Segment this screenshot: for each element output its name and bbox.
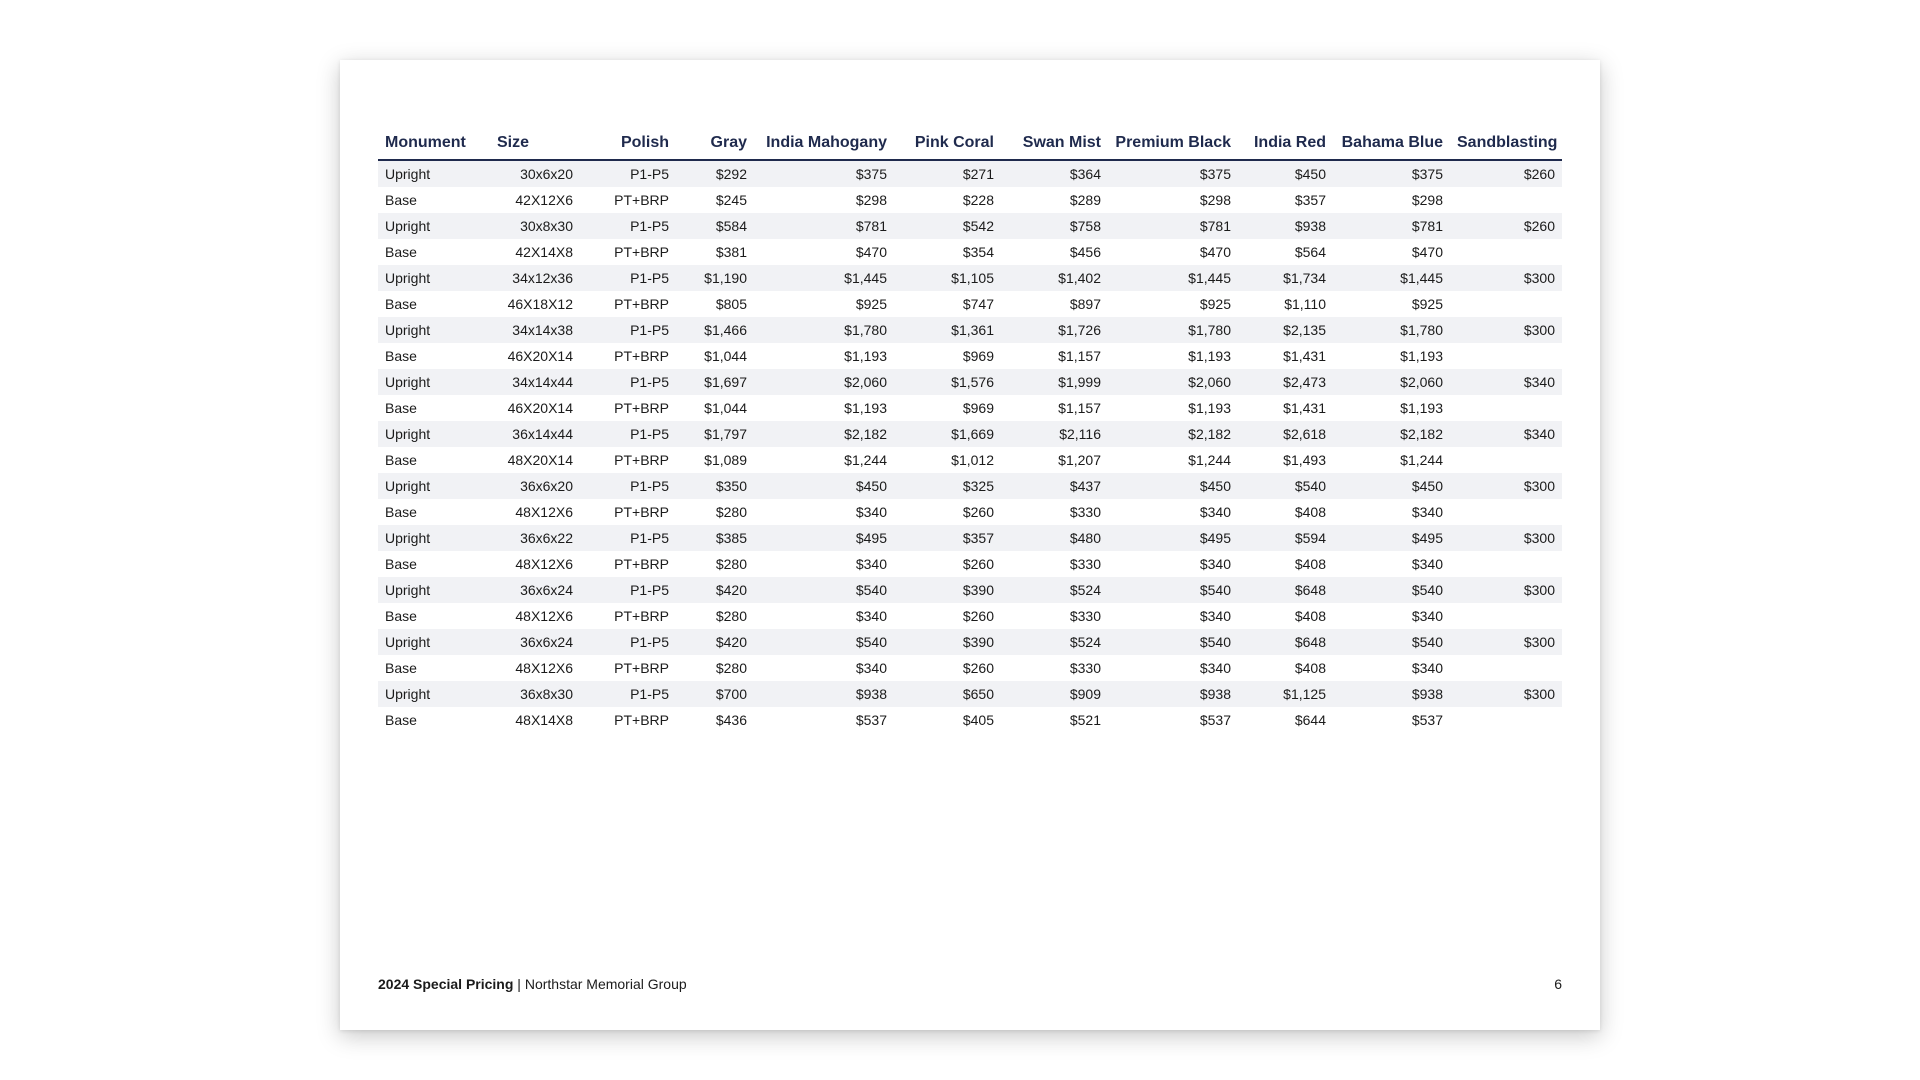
cell-india-mahogany: $340 — [754, 603, 894, 629]
cell-india-red: $408 — [1238, 655, 1333, 681]
cell-size: 36x6x24 — [490, 577, 580, 603]
cell-polish: P1-P5 — [580, 317, 676, 343]
cell-size: 36x14x44 — [490, 421, 580, 447]
cell-swan-mist: $1,999 — [1001, 369, 1108, 395]
cell-gray: $1,044 — [676, 395, 754, 421]
cell-india-mahogany: $375 — [754, 160, 894, 187]
cell-pink-coral: $260 — [894, 551, 1001, 577]
cell-bahama-blue: $340 — [1333, 603, 1450, 629]
cell-india-mahogany: $781 — [754, 213, 894, 239]
cell-bahama-blue: $925 — [1333, 291, 1450, 317]
cell-sandblasting: $300 — [1450, 265, 1562, 291]
cell-swan-mist: $2,116 — [1001, 421, 1108, 447]
cell-premium-black: $781 — [1108, 213, 1238, 239]
cell-monument: Upright — [378, 681, 490, 707]
cell-sandblasting: $300 — [1450, 473, 1562, 499]
cell-bahama-blue: $470 — [1333, 239, 1450, 265]
cell-premium-black: $340 — [1108, 603, 1238, 629]
cell-india-red: $2,473 — [1238, 369, 1333, 395]
cell-india-red: $450 — [1238, 160, 1333, 187]
table-row — [378, 525, 1562, 551]
cell-bahama-blue: $2,060 — [1333, 369, 1450, 395]
footer-company: Northstar Memorial Group — [524, 976, 687, 992]
cell-pink-coral: $542 — [894, 213, 1001, 239]
table-row — [378, 551, 1562, 577]
cell-size: 36x8x30 — [490, 681, 580, 707]
cell-swan-mist: $1,157 — [1001, 343, 1108, 369]
cell-size: 34x14x44 — [490, 369, 580, 395]
cell-india-red: $938 — [1238, 213, 1333, 239]
cell-sandblasting — [1450, 707, 1562, 733]
cell-pink-coral: $260 — [894, 603, 1001, 629]
cell-bahama-blue: $340 — [1333, 499, 1450, 525]
table-row — [378, 160, 1562, 187]
cell-monument: Base — [378, 291, 490, 317]
cell-swan-mist: $1,726 — [1001, 317, 1108, 343]
cell-monument: Base — [378, 343, 490, 369]
cell-bahama-blue: $2,182 — [1333, 421, 1450, 447]
cell-swan-mist: $1,157 — [1001, 395, 1108, 421]
table-body — [378, 160, 1562, 733]
column-header-sandblasting: Sandblasting — [1450, 126, 1562, 160]
cell-size: 36x6x20 — [490, 473, 580, 499]
column-header-gray: Gray — [676, 126, 754, 160]
cell-pink-coral: $357 — [894, 525, 1001, 551]
table-header-row — [378, 126, 1562, 160]
cell-india-mahogany: $340 — [754, 655, 894, 681]
cell-polish: PT+BRP — [580, 343, 676, 369]
cell-monument: Base — [378, 187, 490, 213]
cell-swan-mist: $521 — [1001, 707, 1108, 733]
cell-swan-mist: $456 — [1001, 239, 1108, 265]
cell-sandblasting — [1450, 395, 1562, 421]
cell-bahama-blue: $781 — [1333, 213, 1450, 239]
cell-monument: Base — [378, 551, 490, 577]
cell-pink-coral: $747 — [894, 291, 1001, 317]
cell-india-red: $594 — [1238, 525, 1333, 551]
pricing-table — [378, 126, 1562, 733]
column-header-pink-coral: Pink Coral — [894, 126, 1001, 160]
cell-gray: $1,466 — [676, 317, 754, 343]
cell-bahama-blue: $340 — [1333, 655, 1450, 681]
cell-size: 46X18X12 — [490, 291, 580, 317]
cell-size: 42X14X8 — [490, 239, 580, 265]
column-header-monument: Monument — [378, 126, 490, 160]
cell-pink-coral: $1,361 — [894, 317, 1001, 343]
cell-gray: $292 — [676, 160, 754, 187]
cell-size: 34x14x38 — [490, 317, 580, 343]
cell-size: 48X12X6 — [490, 499, 580, 525]
cell-gray: $420 — [676, 577, 754, 603]
table-row — [378, 629, 1562, 655]
cell-size: 34x12x36 — [490, 265, 580, 291]
cell-premium-black: $1,244 — [1108, 447, 1238, 473]
page-number: 6 — [1554, 976, 1562, 992]
cell-bahama-blue: $495 — [1333, 525, 1450, 551]
cell-monument: Upright — [378, 629, 490, 655]
footer-title: 2024 Special Pricing — [378, 976, 514, 992]
cell-gray: $1,190 — [676, 265, 754, 291]
cell-pink-coral: $390 — [894, 629, 1001, 655]
cell-pink-coral: $1,576 — [894, 369, 1001, 395]
column-header-polish: Polish — [580, 126, 676, 160]
cell-gray: $280 — [676, 499, 754, 525]
cell-india-mahogany: $1,780 — [754, 317, 894, 343]
cell-india-red: $1,734 — [1238, 265, 1333, 291]
cell-premium-black: $1,780 — [1108, 317, 1238, 343]
cell-monument: Upright — [378, 525, 490, 551]
cell-india-red: $540 — [1238, 473, 1333, 499]
cell-swan-mist: $897 — [1001, 291, 1108, 317]
cell-premium-black: $2,060 — [1108, 369, 1238, 395]
cell-premium-black: $1,193 — [1108, 343, 1238, 369]
cell-pink-coral: $354 — [894, 239, 1001, 265]
table-row — [378, 395, 1562, 421]
table-row — [378, 577, 1562, 603]
cell-india-mahogany: $450 — [754, 473, 894, 499]
table-row — [378, 213, 1562, 239]
cell-swan-mist: $1,207 — [1001, 447, 1108, 473]
cell-premium-black: $2,182 — [1108, 421, 1238, 447]
cell-gray: $1,089 — [676, 447, 754, 473]
table-row — [378, 239, 1562, 265]
cell-india-mahogany: $340 — [754, 499, 894, 525]
cell-size: 48X20X14 — [490, 447, 580, 473]
cell-sandblasting — [1450, 603, 1562, 629]
cell-gray: $350 — [676, 473, 754, 499]
cell-gray: $280 — [676, 603, 754, 629]
footer-separator: | — [513, 976, 525, 992]
cell-polish: PT+BRP — [580, 447, 676, 473]
cell-sandblasting: $260 — [1450, 213, 1562, 239]
cell-polish: PT+BRP — [580, 395, 676, 421]
cell-size: 30x6x20 — [490, 160, 580, 187]
cell-gray: $1,697 — [676, 369, 754, 395]
cell-gray: $700 — [676, 681, 754, 707]
cell-polish: PT+BRP — [580, 291, 676, 317]
cell-gray: $385 — [676, 525, 754, 551]
cell-india-mahogany: $2,060 — [754, 369, 894, 395]
cell-pink-coral: $650 — [894, 681, 1001, 707]
cell-gray: $1,044 — [676, 343, 754, 369]
table-row — [378, 447, 1562, 473]
page-footer — [378, 976, 687, 992]
cell-india-mahogany: $1,244 — [754, 447, 894, 473]
document-page — [340, 60, 1600, 1030]
cell-monument: Upright — [378, 421, 490, 447]
cell-pink-coral: $1,105 — [894, 265, 1001, 291]
table-row — [378, 317, 1562, 343]
cell-bahama-blue: $537 — [1333, 707, 1450, 733]
cell-swan-mist: $758 — [1001, 213, 1108, 239]
cell-monument: Base — [378, 447, 490, 473]
cell-monument: Upright — [378, 473, 490, 499]
cell-monument: Upright — [378, 577, 490, 603]
cell-swan-mist: $330 — [1001, 499, 1108, 525]
cell-monument: Upright — [378, 160, 490, 187]
cell-premium-black: $495 — [1108, 525, 1238, 551]
cell-gray: $584 — [676, 213, 754, 239]
cell-india-mahogany: $938 — [754, 681, 894, 707]
cell-swan-mist: $480 — [1001, 525, 1108, 551]
table-row — [378, 473, 1562, 499]
cell-sandblasting — [1450, 551, 1562, 577]
cell-sandblasting — [1450, 343, 1562, 369]
cell-premium-black: $340 — [1108, 551, 1238, 577]
cell-pink-coral: $228 — [894, 187, 1001, 213]
cell-bahama-blue: $1,244 — [1333, 447, 1450, 473]
cell-sandblasting: $300 — [1450, 317, 1562, 343]
cell-monument: Base — [378, 655, 490, 681]
cell-india-mahogany: $925 — [754, 291, 894, 317]
cell-sandblasting: $340 — [1450, 421, 1562, 447]
cell-premium-black: $540 — [1108, 629, 1238, 655]
cell-gray: $245 — [676, 187, 754, 213]
cell-premium-black: $925 — [1108, 291, 1238, 317]
cell-pink-coral: $1,669 — [894, 421, 1001, 447]
cell-size: 48X14X8 — [490, 707, 580, 733]
cell-india-red: $1,431 — [1238, 395, 1333, 421]
cell-gray: $280 — [676, 655, 754, 681]
cell-polish: P1-P5 — [580, 681, 676, 707]
cell-bahama-blue: $1,780 — [1333, 317, 1450, 343]
cell-sandblasting — [1450, 239, 1562, 265]
cell-pink-coral: $390 — [894, 577, 1001, 603]
column-header-premium-black: Premium Black — [1108, 126, 1238, 160]
table-row — [378, 681, 1562, 707]
cell-sandblasting — [1450, 447, 1562, 473]
cell-sandblasting: $300 — [1450, 525, 1562, 551]
cell-size: 36x6x24 — [490, 629, 580, 655]
cell-polish: PT+BRP — [580, 603, 676, 629]
cell-polish: PT+BRP — [580, 655, 676, 681]
cell-premium-black: $375 — [1108, 160, 1238, 187]
cell-polish: PT+BRP — [580, 239, 676, 265]
cell-swan-mist: $524 — [1001, 629, 1108, 655]
cell-india-mahogany: $1,193 — [754, 343, 894, 369]
table-row — [378, 291, 1562, 317]
table-row — [378, 603, 1562, 629]
cell-swan-mist: $909 — [1001, 681, 1108, 707]
cell-bahama-blue: $1,193 — [1333, 395, 1450, 421]
cell-premium-black: $938 — [1108, 681, 1238, 707]
cell-bahama-blue: $1,445 — [1333, 265, 1450, 291]
column-header-swan-mist: Swan Mist — [1001, 126, 1108, 160]
cell-pink-coral: $260 — [894, 655, 1001, 681]
cell-premium-black: $540 — [1108, 577, 1238, 603]
cell-polish: P1-P5 — [580, 213, 676, 239]
cell-size: 48X12X6 — [490, 655, 580, 681]
cell-size: 30x8x30 — [490, 213, 580, 239]
cell-india-red: $1,431 — [1238, 343, 1333, 369]
cell-polish: P1-P5 — [580, 629, 676, 655]
table-row — [378, 343, 1562, 369]
cell-polish: P1-P5 — [580, 473, 676, 499]
cell-polish: PT+BRP — [580, 707, 676, 733]
cell-india-mahogany: $540 — [754, 577, 894, 603]
cell-india-mahogany: $495 — [754, 525, 894, 551]
cell-bahama-blue: $540 — [1333, 577, 1450, 603]
table-row — [378, 707, 1562, 733]
cell-monument: Upright — [378, 213, 490, 239]
cell-sandblasting — [1450, 187, 1562, 213]
cell-swan-mist: $524 — [1001, 577, 1108, 603]
cell-premium-black: $537 — [1108, 707, 1238, 733]
cell-india-red: $564 — [1238, 239, 1333, 265]
cell-india-red: $1,125 — [1238, 681, 1333, 707]
cell-gray: $805 — [676, 291, 754, 317]
cell-india-mahogany: $470 — [754, 239, 894, 265]
cell-gray: $436 — [676, 707, 754, 733]
column-header-bahama-blue: Bahama Blue — [1333, 126, 1450, 160]
cell-bahama-blue: $340 — [1333, 551, 1450, 577]
cell-india-mahogany: $1,193 — [754, 395, 894, 421]
cell-premium-black: $450 — [1108, 473, 1238, 499]
cell-polish: P1-P5 — [580, 369, 676, 395]
table-row — [378, 499, 1562, 525]
cell-india-mahogany: $1,445 — [754, 265, 894, 291]
cell-swan-mist: $289 — [1001, 187, 1108, 213]
cell-monument: Upright — [378, 369, 490, 395]
cell-bahama-blue: $1,193 — [1333, 343, 1450, 369]
cell-bahama-blue: $540 — [1333, 629, 1450, 655]
cell-india-red: $408 — [1238, 603, 1333, 629]
column-header-size: Size — [490, 126, 580, 160]
table-row — [378, 421, 1562, 447]
table-row — [378, 655, 1562, 681]
cell-pink-coral: $1,012 — [894, 447, 1001, 473]
cell-premium-black: $340 — [1108, 499, 1238, 525]
cell-sandblasting: $300 — [1450, 629, 1562, 655]
cell-monument: Base — [378, 239, 490, 265]
cell-bahama-blue: $375 — [1333, 160, 1450, 187]
cell-swan-mist: $330 — [1001, 603, 1108, 629]
cell-pink-coral: $260 — [894, 499, 1001, 525]
cell-india-red: $408 — [1238, 551, 1333, 577]
column-header-india-red: India Red — [1238, 126, 1333, 160]
cell-gray: $280 — [676, 551, 754, 577]
cell-gray: $381 — [676, 239, 754, 265]
cell-pink-coral: $969 — [894, 343, 1001, 369]
cell-premium-black: $298 — [1108, 187, 1238, 213]
cell-monument: Upright — [378, 317, 490, 343]
cell-india-red: $357 — [1238, 187, 1333, 213]
cell-size: 46X20X14 — [490, 343, 580, 369]
cell-bahama-blue: $450 — [1333, 473, 1450, 499]
cell-monument: Base — [378, 603, 490, 629]
cell-pink-coral: $325 — [894, 473, 1001, 499]
cell-premium-black: $1,445 — [1108, 265, 1238, 291]
cell-swan-mist: $437 — [1001, 473, 1108, 499]
cell-polish: P1-P5 — [580, 577, 676, 603]
table-row — [378, 187, 1562, 213]
cell-polish: P1-P5 — [580, 421, 676, 447]
cell-size: 48X12X6 — [490, 603, 580, 629]
cell-gray: $420 — [676, 629, 754, 655]
cell-sandblasting: $260 — [1450, 160, 1562, 187]
cell-bahama-blue: $298 — [1333, 187, 1450, 213]
cell-sandblasting — [1450, 655, 1562, 681]
cell-pink-coral: $271 — [894, 160, 1001, 187]
cell-premium-black: $1,193 — [1108, 395, 1238, 421]
cell-monument: Base — [378, 499, 490, 525]
cell-india-red: $644 — [1238, 707, 1333, 733]
cell-india-mahogany: $537 — [754, 707, 894, 733]
cell-india-red: $648 — [1238, 577, 1333, 603]
cell-india-mahogany: $298 — [754, 187, 894, 213]
table-row — [378, 369, 1562, 395]
cell-size: 46X20X14 — [490, 395, 580, 421]
cell-size: 48X12X6 — [490, 551, 580, 577]
cell-swan-mist: $364 — [1001, 160, 1108, 187]
cell-india-red: $648 — [1238, 629, 1333, 655]
cell-premium-black: $340 — [1108, 655, 1238, 681]
cell-india-mahogany: $340 — [754, 551, 894, 577]
cell-india-red: $408 — [1238, 499, 1333, 525]
cell-polish: P1-P5 — [580, 265, 676, 291]
cell-sandblasting — [1450, 499, 1562, 525]
cell-premium-black: $470 — [1108, 239, 1238, 265]
cell-sandblasting: $300 — [1450, 681, 1562, 707]
cell-polish: PT+BRP — [580, 551, 676, 577]
cell-swan-mist: $330 — [1001, 655, 1108, 681]
cell-polish: PT+BRP — [580, 187, 676, 213]
cell-india-mahogany: $2,182 — [754, 421, 894, 447]
cell-swan-mist: $1,402 — [1001, 265, 1108, 291]
cell-monument: Base — [378, 395, 490, 421]
cell-gray: $1,797 — [676, 421, 754, 447]
cell-india-red: $1,493 — [1238, 447, 1333, 473]
table-row — [378, 265, 1562, 291]
cell-bahama-blue: $938 — [1333, 681, 1450, 707]
cell-sandblasting: $340 — [1450, 369, 1562, 395]
cell-swan-mist: $330 — [1001, 551, 1108, 577]
cell-sandblasting: $300 — [1450, 577, 1562, 603]
cell-monument: Upright — [378, 265, 490, 291]
cell-size: 42X12X6 — [490, 187, 580, 213]
cell-india-red: $2,618 — [1238, 421, 1333, 447]
cell-polish: PT+BRP — [580, 499, 676, 525]
cell-pink-coral: $405 — [894, 707, 1001, 733]
cell-monument: Base — [378, 707, 490, 733]
cell-india-red: $2,135 — [1238, 317, 1333, 343]
cell-size: 36x6x22 — [490, 525, 580, 551]
cell-india-mahogany: $540 — [754, 629, 894, 655]
cell-polish: P1-P5 — [580, 525, 676, 551]
cell-pink-coral: $969 — [894, 395, 1001, 421]
cell-india-red: $1,110 — [1238, 291, 1333, 317]
column-header-india-mahogany: India Mahogany — [754, 126, 894, 160]
cell-polish: P1-P5 — [580, 160, 676, 187]
cell-sandblasting — [1450, 291, 1562, 317]
